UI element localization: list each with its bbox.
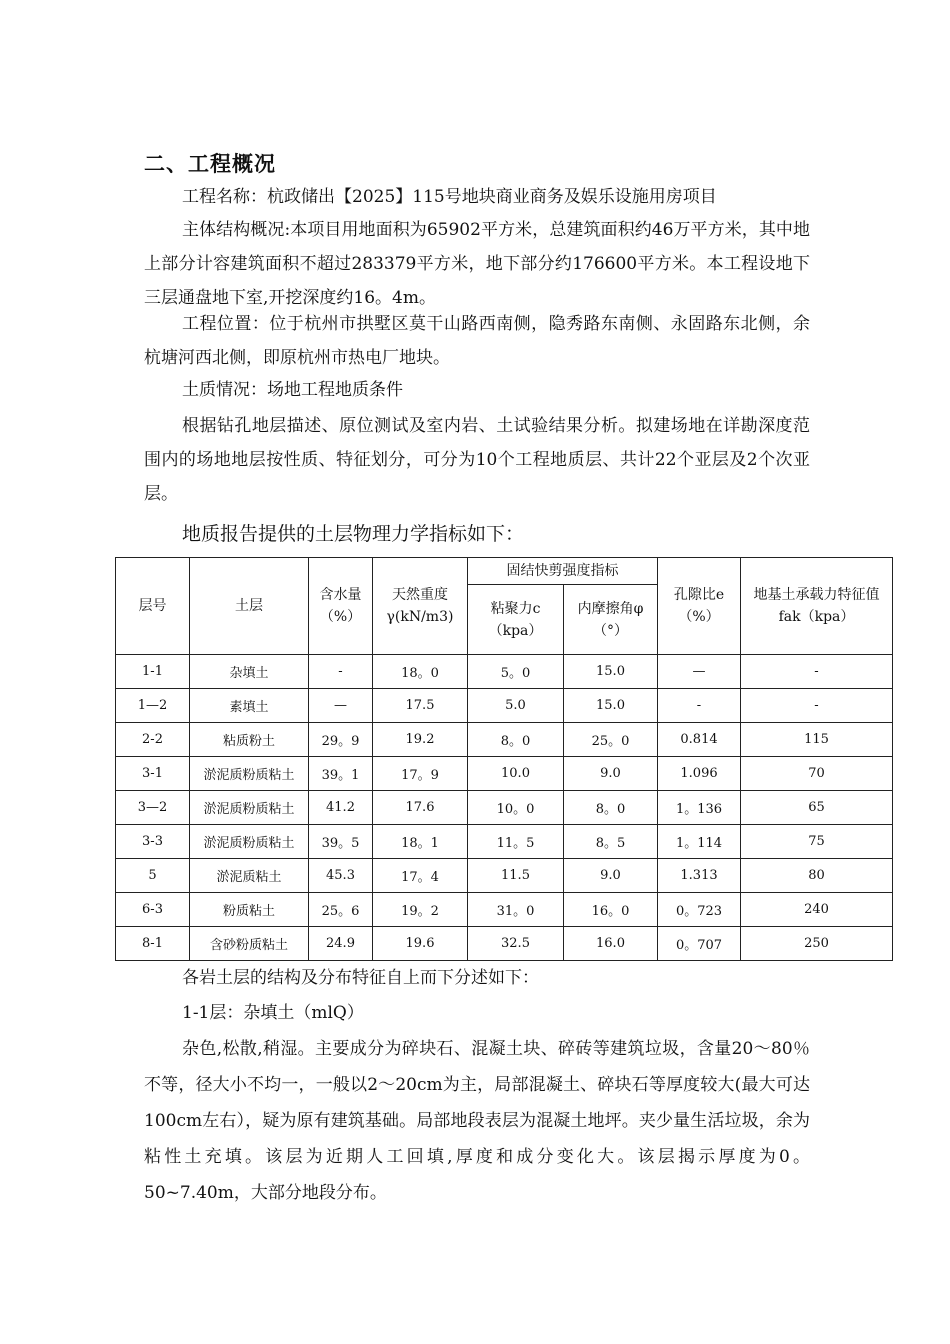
cell-density: 19.6: [373, 927, 468, 961]
cell-water: 25。6: [309, 893, 373, 927]
table-row: [116, 655, 893, 689]
cell-layer-no: 1-1: [116, 655, 190, 689]
cell-soil: 淤泥质粉质粘土: [190, 757, 309, 791]
header-friction-angle: 内摩擦角φ（°）: [564, 585, 658, 655]
cell-bearing: -: [741, 655, 893, 689]
cell-cohesion: 10。0: [468, 791, 564, 825]
structure-overview: 主体结构概况:本项目用地面积为65902平方米，总建筑面积约46万平方米，其中地上部分计容建筑面积不超过283379平方米，地下部分约176600平方米。本工程设地下三层通盘地下室,开挖深度约16。4m。: [144, 220, 810, 308]
cell-soil: 粘质粉土: [190, 723, 309, 757]
soil-properties-table: [115, 557, 893, 961]
cell-friction: 15.0: [564, 655, 658, 689]
cell-water: 29。9: [309, 723, 373, 757]
cell-cohesion: 11.5: [468, 859, 564, 893]
cell-cohesion: 5.0: [468, 689, 564, 723]
table-row: [116, 757, 893, 791]
cell-layer-no: 2-2: [116, 723, 190, 757]
cell-density: 17。4: [373, 859, 468, 893]
cell-cohesion: 10.0: [468, 757, 564, 791]
section-heading: 二、工程概况: [144, 152, 276, 176]
cell-water: 45.3: [309, 859, 373, 893]
cell-void: 0。723: [658, 893, 741, 927]
cell-void: —: [658, 655, 741, 689]
table-row: [116, 825, 893, 859]
cell-void: 0.814: [658, 723, 741, 757]
header-layer-no: 层号: [116, 558, 190, 655]
cell-density: 17.6: [373, 791, 468, 825]
cell-cohesion: 8。0: [468, 723, 564, 757]
cell-cohesion: 5。0: [468, 655, 564, 689]
cell-density: 17。9: [373, 757, 468, 791]
cell-density: 19.2: [373, 723, 468, 757]
cell-water: 39。5: [309, 825, 373, 859]
cell-water: 39。1: [309, 757, 373, 791]
table-row: [116, 893, 893, 927]
cell-density: 18。0: [373, 655, 468, 689]
cell-void: -: [658, 689, 741, 723]
table-caption: 地质报告提供的土层物理力学指标如下：: [182, 523, 525, 545]
cell-layer-no: 5: [116, 859, 190, 893]
table-row: [116, 859, 893, 893]
cell-bearing: -: [741, 689, 893, 723]
cell-soil: 素填土: [190, 689, 309, 723]
cell-friction: 9.0: [564, 859, 658, 893]
cell-void: 1。136: [658, 791, 741, 825]
cell-void: 0。707: [658, 927, 741, 961]
project-location: 工程位置：位于杭州市拱墅区莫干山路西南侧，隐秀路东南侧、永固路东北侧，余杭塘河西北侧，即原杭州市热电厂地块。: [144, 314, 810, 368]
cell-water: 41.2: [309, 791, 373, 825]
layers-intro: 各岩土层的结构及分布特征自上而下分述如下：: [182, 968, 539, 988]
cell-void: 1.096: [658, 757, 741, 791]
cell-cohesion: 32.5: [468, 927, 564, 961]
cell-soil: 含砂粉质粘土: [190, 927, 309, 961]
cell-friction: 16。0: [564, 893, 658, 927]
cell-layer-no: 8-1: [116, 927, 190, 961]
cell-friction: 9.0: [564, 757, 658, 791]
table-row: [116, 689, 893, 723]
header-shear-strength: 固结快剪强度指标: [468, 558, 658, 585]
cell-water: -: [309, 655, 373, 689]
layer-1-1-description: 杂色,松散,稍湿。主要成分为碎块石、混凝土块、碎砖等建筑垃圾，含量20～80％不等，径大小不均一，一般以2～20cm为主，局部混凝土、碎块石等厚度较大(最大可达100cm左右），疑为原有建筑基础。局部地段表层为混凝土地坪。夹少量生活垃圾，余为粘性土充填。该层为近期人工回填,厚度和成分变化大。该层揭示厚度为0。50~7.40m，大部分地段分布。: [144, 1039, 810, 1203]
header-bearing-capacity: 地基土承载力特征值fak（kpa）: [741, 558, 893, 655]
cell-soil: 淤泥质粘土: [190, 859, 309, 893]
project-name: 工程名称：杭政储出【2025】115号地块商业商务及娱乐设施用房项目: [182, 187, 717, 207]
cell-density: 18。1: [373, 825, 468, 859]
cell-friction: 8。5: [564, 825, 658, 859]
cell-friction: 8。0: [564, 791, 658, 825]
header-unit-weight: 天然重度γ(kN/m3): [373, 558, 468, 655]
cell-friction: 25。0: [564, 723, 658, 757]
cell-layer-no: 1—2: [116, 689, 190, 723]
cell-bearing: 240: [741, 893, 893, 927]
cell-void: 1。114: [658, 825, 741, 859]
cell-soil: 淤泥质粉质粘土: [190, 825, 309, 859]
cell-cohesion: 11。5: [468, 825, 564, 859]
cell-soil: 杂填土: [190, 655, 309, 689]
table-row: [116, 791, 893, 825]
layer-1-1-title: 1-1层：杂填土（mlQ）: [182, 1003, 364, 1023]
cell-bearing: 70: [741, 757, 893, 791]
cell-friction: 15.0: [564, 689, 658, 723]
table-row: [116, 927, 893, 961]
header-water-content: 含水量（%）: [309, 558, 373, 655]
cell-friction: 16.0: [564, 927, 658, 961]
header-soil: 土层: [190, 558, 309, 655]
cell-water: —: [309, 689, 373, 723]
cell-cohesion: 31。0: [468, 893, 564, 927]
table-row: [116, 723, 893, 757]
cell-bearing: 250: [741, 927, 893, 961]
header-void-ratio: 孔隙比e（%）: [658, 558, 741, 655]
cell-density: 17.5: [373, 689, 468, 723]
cell-layer-no: 3—2: [116, 791, 190, 825]
soil-title: 土质情况：场地工程地质条件: [182, 380, 403, 400]
cell-layer-no: 6-3: [116, 893, 190, 927]
cell-layer-no: 3-3: [116, 825, 190, 859]
cell-bearing: 80: [741, 859, 893, 893]
cell-water: 24.9: [309, 927, 373, 961]
cell-soil: 淤泥质粉质粘土: [190, 791, 309, 825]
cell-void: 1.313: [658, 859, 741, 893]
cell-density: 19。2: [373, 893, 468, 927]
cell-bearing: 75: [741, 825, 893, 859]
soil-description: 根据钻孔地层描述、原位测试及室内岩、土试验结果分析。拟建场地在详勘深度范围内的场地地层按性质、特征划分，可分为10个工程地质层、共计22个亚层及2个次亚层。: [144, 416, 810, 504]
cell-layer-no: 3-1: [116, 757, 190, 791]
cell-bearing: 65: [741, 791, 893, 825]
cell-soil: 粉质粘土: [190, 893, 309, 927]
cell-bearing: 115: [741, 723, 893, 757]
header-cohesion: 粘聚力c（kpa）: [468, 585, 564, 655]
